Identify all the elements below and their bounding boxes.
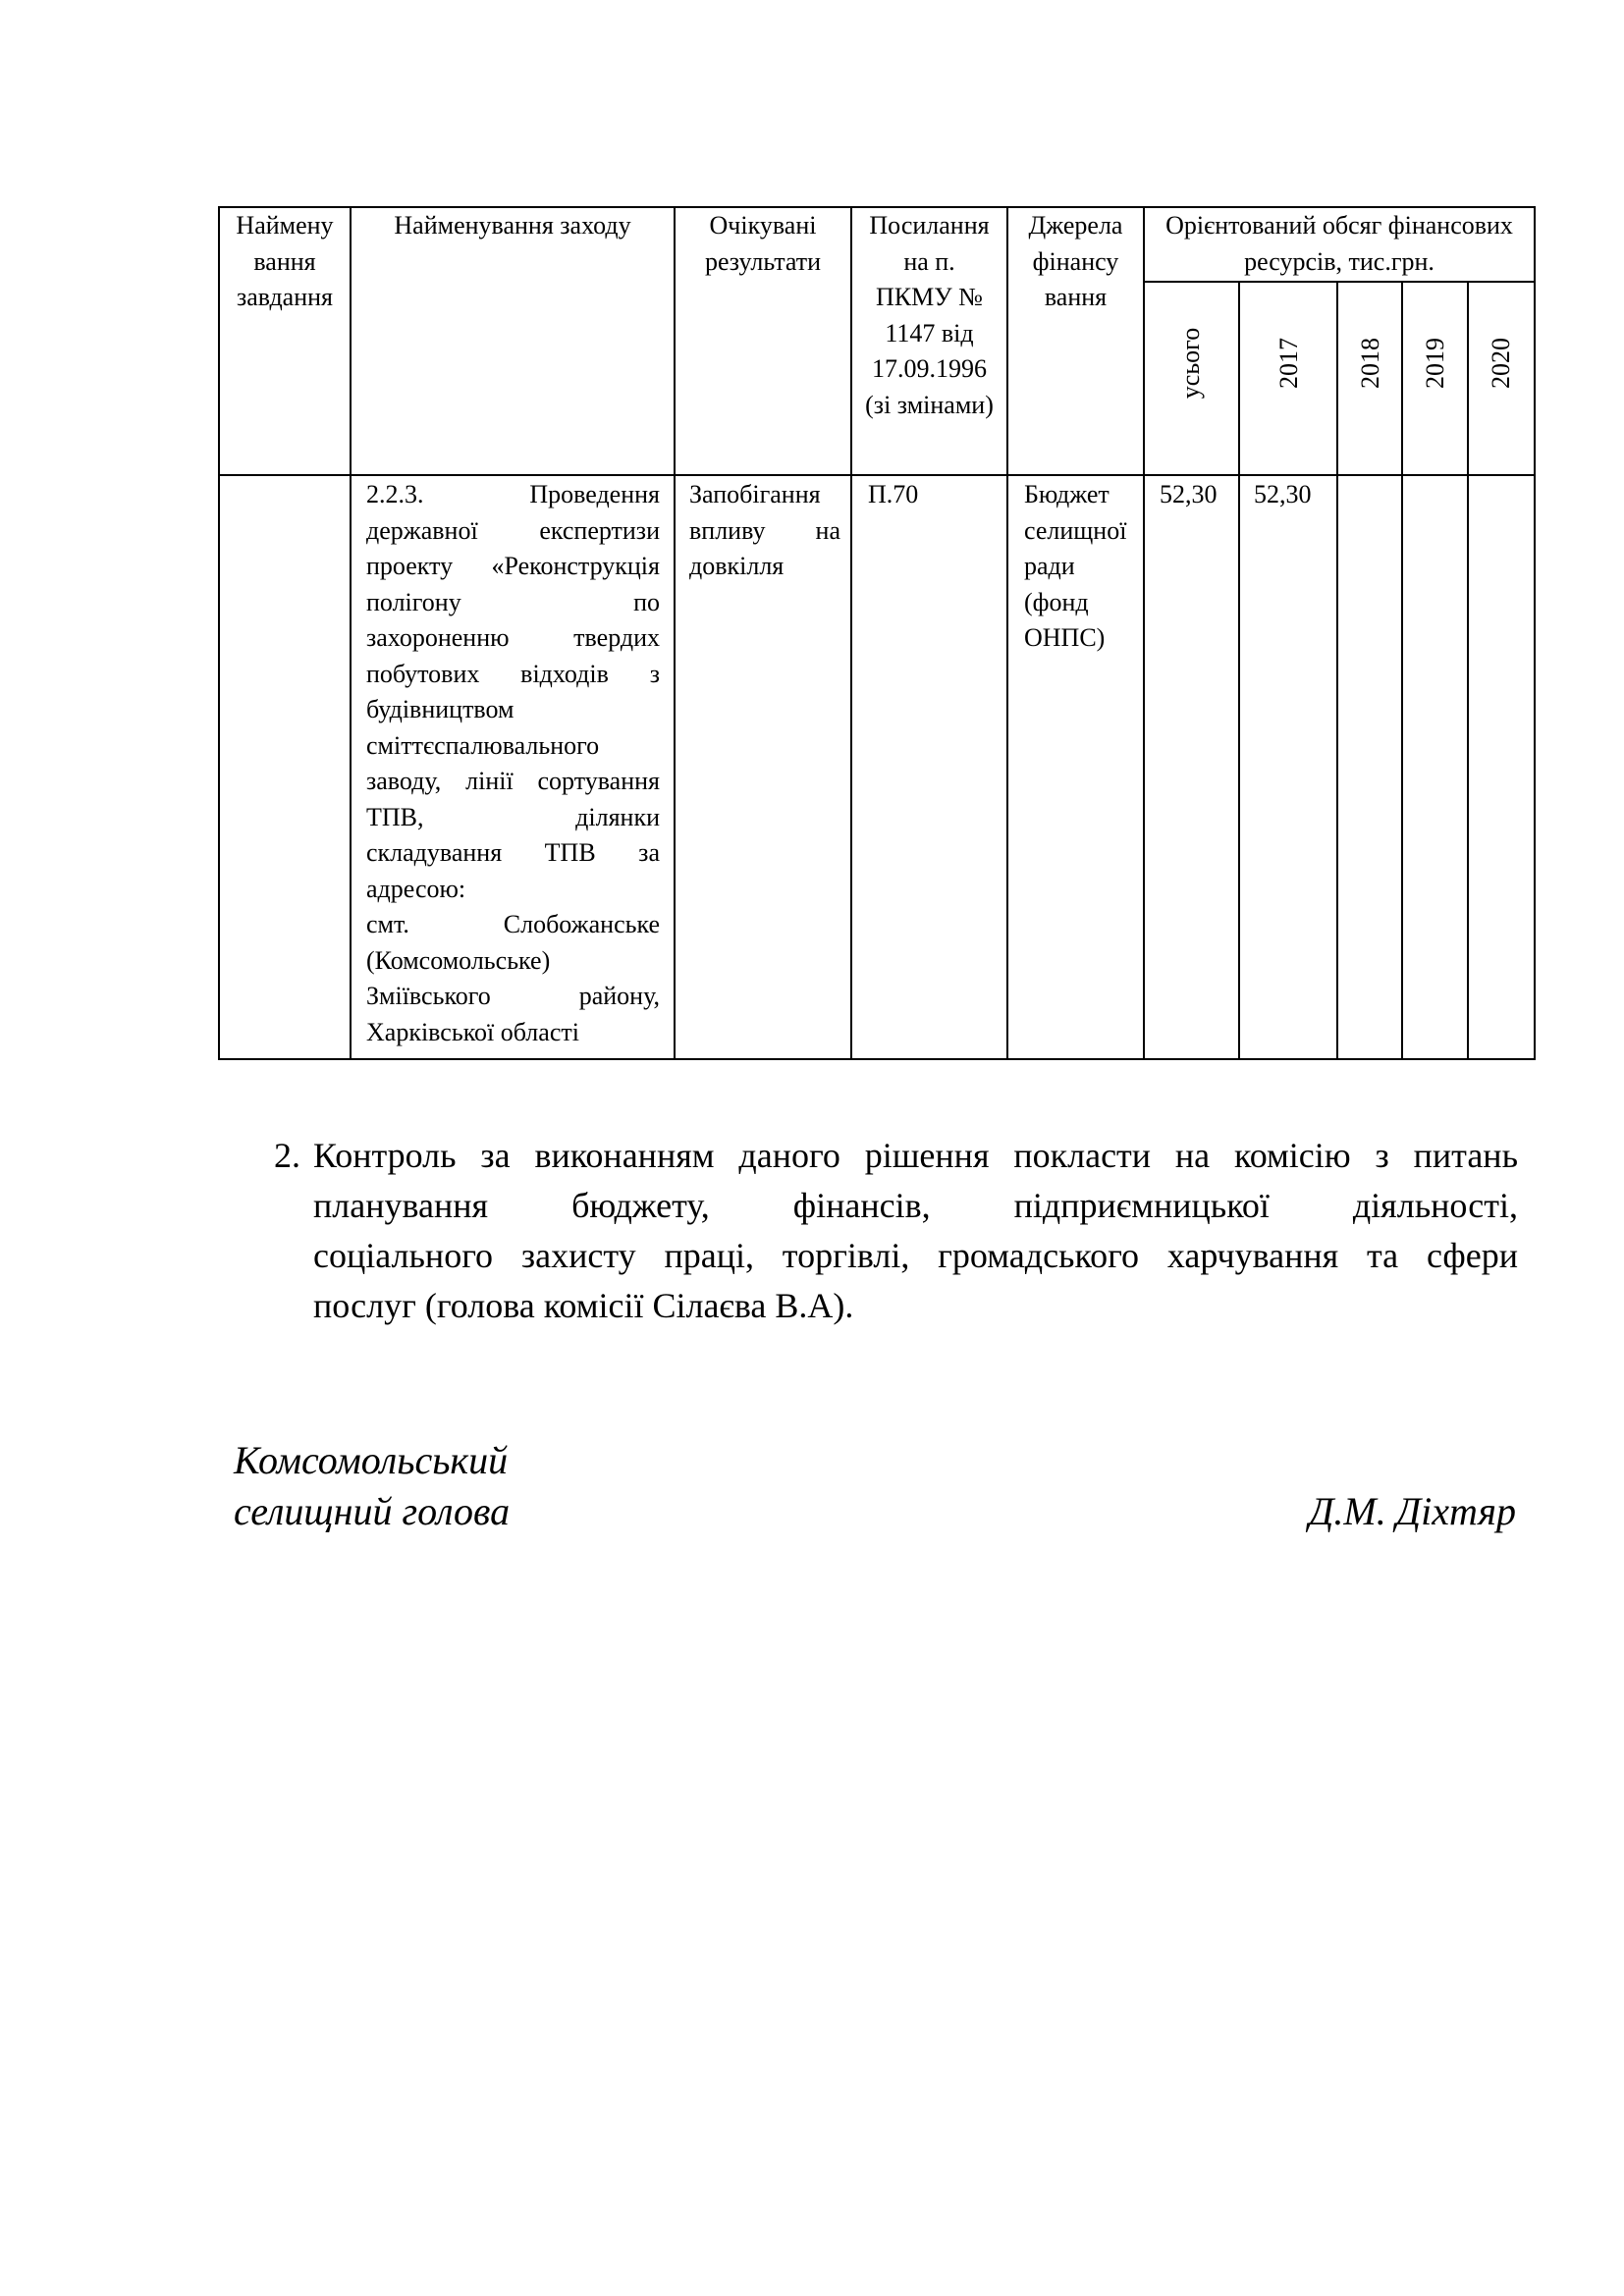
header-line: Найменування заходу <box>394 211 631 240</box>
header-line: фінансу <box>1032 246 1119 276</box>
funding-line: ради <box>1024 552 1075 580</box>
funding-line: Бюджет <box>1024 480 1110 508</box>
measure-line: адресою: <box>366 874 466 903</box>
header-line: вання <box>253 246 316 276</box>
measure-line: ТПВ, ділянки <box>366 802 660 831</box>
table-subheader-line <box>1143 281 1536 283</box>
row-2017: 52,30 <box>1254 480 1312 508</box>
table-col-divider <box>1401 281 1403 1060</box>
table-col-divider <box>674 206 676 1060</box>
table-col-divider <box>1143 206 1145 1060</box>
header-line: Орієнтований обсяг фінансових <box>1165 211 1513 240</box>
signatory-title-line1: Комсомольський <box>234 1438 509 1482</box>
header-line: 1147 від <box>885 318 974 347</box>
measure-line: сміттєспалювального <box>366 730 600 760</box>
header-line: на п. <box>903 246 955 276</box>
header-year-total: усього <box>1176 327 1205 400</box>
table-border-left <box>218 206 220 1060</box>
funding-line: (фонд <box>1024 587 1089 616</box>
header-measure-name <box>352 208 674 244</box>
header-expected-results <box>676 208 850 280</box>
results-line: впливу на <box>689 515 840 545</box>
row-funding <box>1024 477 1140 657</box>
header-line: (зі змінами) <box>865 390 994 419</box>
measure-line: Харківської області <box>366 1017 579 1046</box>
paragraph-line: соціального захисту праці, торгівлі, громадського харчування та сфери <box>313 1236 1518 1275</box>
funding-line: ОНПС) <box>1024 623 1106 652</box>
signatory-title-line2: селищний голова <box>234 1489 511 1533</box>
header-line: результати <box>704 246 822 276</box>
header-reference <box>852 208 1006 423</box>
measure-line: складування ТПВ за <box>366 838 660 867</box>
header-line: завдання <box>237 283 333 311</box>
measure-line: 2.2.3. Проведення <box>366 480 660 508</box>
table-col-divider <box>1467 281 1469 1060</box>
paragraph-line: Контроль за виконанням даного рішення покласти на комісію з питань <box>313 1136 1518 1175</box>
table-col-divider <box>350 206 352 1060</box>
table-border-right <box>1534 206 1536 1060</box>
paragraph-number: 2. <box>274 1136 300 1175</box>
table-col-divider <box>1006 206 1008 1060</box>
header-line: 17.09.1996 <box>872 354 987 383</box>
measure-line: заводу, лінії сортування <box>366 767 660 795</box>
header-line: Посилання <box>869 211 990 240</box>
header-line: Наймену <box>236 211 334 240</box>
measure-line: Зміївського району, <box>366 982 660 1010</box>
header-line: Очікувані <box>709 211 817 240</box>
header-year-2018: 2018 <box>1356 338 1384 389</box>
measure-line: будівництвом <box>366 695 514 723</box>
paragraph-line: послуг (голова комісії Сілаєва В.А). <box>313 1286 854 1325</box>
header-line: вання <box>1044 283 1108 311</box>
header-year-2017: 2017 <box>1274 338 1303 389</box>
signatory-name: Д.М. Діхтяр <box>1308 1489 1516 1533</box>
table-col-divider <box>1336 281 1338 1060</box>
results-line: Запобігання <box>689 480 821 508</box>
header-funding-sources <box>1008 208 1143 316</box>
header-financial-volume <box>1145 208 1534 280</box>
measure-line: (Комсомольське) <box>366 945 551 975</box>
measure-line: полігону по <box>366 587 660 616</box>
header-line: Джерела <box>1028 211 1123 240</box>
row-reference: П.70 <box>868 480 919 508</box>
measure-line: проекту «Реконструкція <box>366 552 660 580</box>
row-results <box>689 477 840 585</box>
header-task-name <box>220 208 350 316</box>
table-col-divider <box>1238 281 1240 1060</box>
header-year-2020: 2020 <box>1487 338 1515 389</box>
measure-line: захороненню твердих <box>366 623 660 652</box>
header-line: ПКМУ № <box>876 283 983 311</box>
measure-line: смт. Слобожанське <box>366 910 660 938</box>
measure-line: державної експертизи <box>366 515 660 545</box>
row-total: 52,30 <box>1160 480 1218 508</box>
funding-line: селищної <box>1024 515 1127 545</box>
paragraph-body <box>313 1131 1518 1331</box>
measure-line: побутових відходів з <box>366 659 660 688</box>
paragraph-line: планування бюджету, фінансів, підприємницької діяльності, <box>313 1186 1518 1225</box>
results-line: довкілля <box>689 552 785 580</box>
header-line: ресурсів, тис.грн. <box>1244 246 1435 276</box>
row-measure <box>366 477 660 1050</box>
header-year-2019: 2019 <box>1421 338 1449 389</box>
